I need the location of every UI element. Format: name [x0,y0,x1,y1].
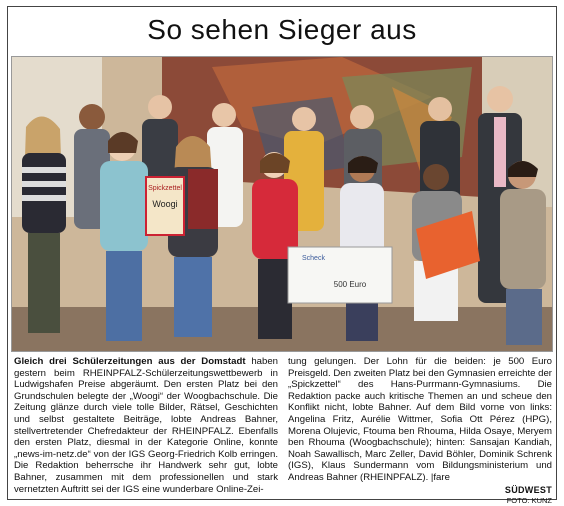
article-column-2 [288,356,552,506]
article-text-1: haben gestern beim RHEINPFALZ-Schülerzeitungswettbewerb in Ludwigshafen Preise abgeräumt. Den ersten Platz bei den Grundschulen belegte der „Woogi“ der Woogbachschule. Die Zeitung glänze durch viele tolle Bilder, Rätsel, Geschichten und selbst gestaltete Beiträge, lobte Andreas Bahner, stellvertretender Chefredakteur der RHEINPFALZ. Ebenfalls den ersten Platz, diesmal in der Kategorie Online, konnte „news-im-netz.de“ von der IGS Georg-Friedrich Kolb erringen. Die Redaktion beherrsche ihr Handwerk sehr gut, lobte Bahner, zusammen mit dem professionellen und stark vernetzten Auftritt sei der IGS eine wunderbare Online-Zei- [14,356,279,495]
headline: So sehen Sieger aus [147,14,417,45]
check-label: Scheck [302,255,325,262]
article-body [14,356,552,506]
source-label: SÜDWEST [504,484,552,495]
credits [288,485,552,506]
article-column-1 [14,356,278,496]
group-photo [11,56,553,352]
article-text-2: tung gelungen. Der Lohn für die beiden: je 500 Euro Preisgeld. Den zweiten Platz bei den Gymnasien erreichte der „Spickzettel“ des Hans-Purrmann-Gymnasiums. Die Redaktion packe auch kritische Themen an und scheue den Konflikt nicht, lobte Bahner. Auf dem Bild vorne von links: Angelina Fritz, Aurélie Wittmer, Sofia Ott Pérez (HPG), Morena Olujevic, Ftouma ben Rhouma, Hilda Osaye, Meryem ben Rhouma (Woogbachschule); hinten: Sansajan Kandiah, Noah Sawallisch, Marc Zeller, David Böhler, Dominik Schrenk (IGS), Klaus Sundermann vom Bildungsministerium und Andreas Bahner (RHEINPFALZ). |fare [288,356,552,483]
photo-credit: FOTO: KUNZ [506,496,552,506]
trophy-subtitle: Woogi [152,199,178,209]
trophy-title: Spickzettel [148,185,182,192]
newspaper-clipping [7,6,557,506]
article-lead: Gleich drei Schülerzeitungen aus der Domstadt [14,356,246,367]
check-amount: 500 Euro [333,280,367,289]
